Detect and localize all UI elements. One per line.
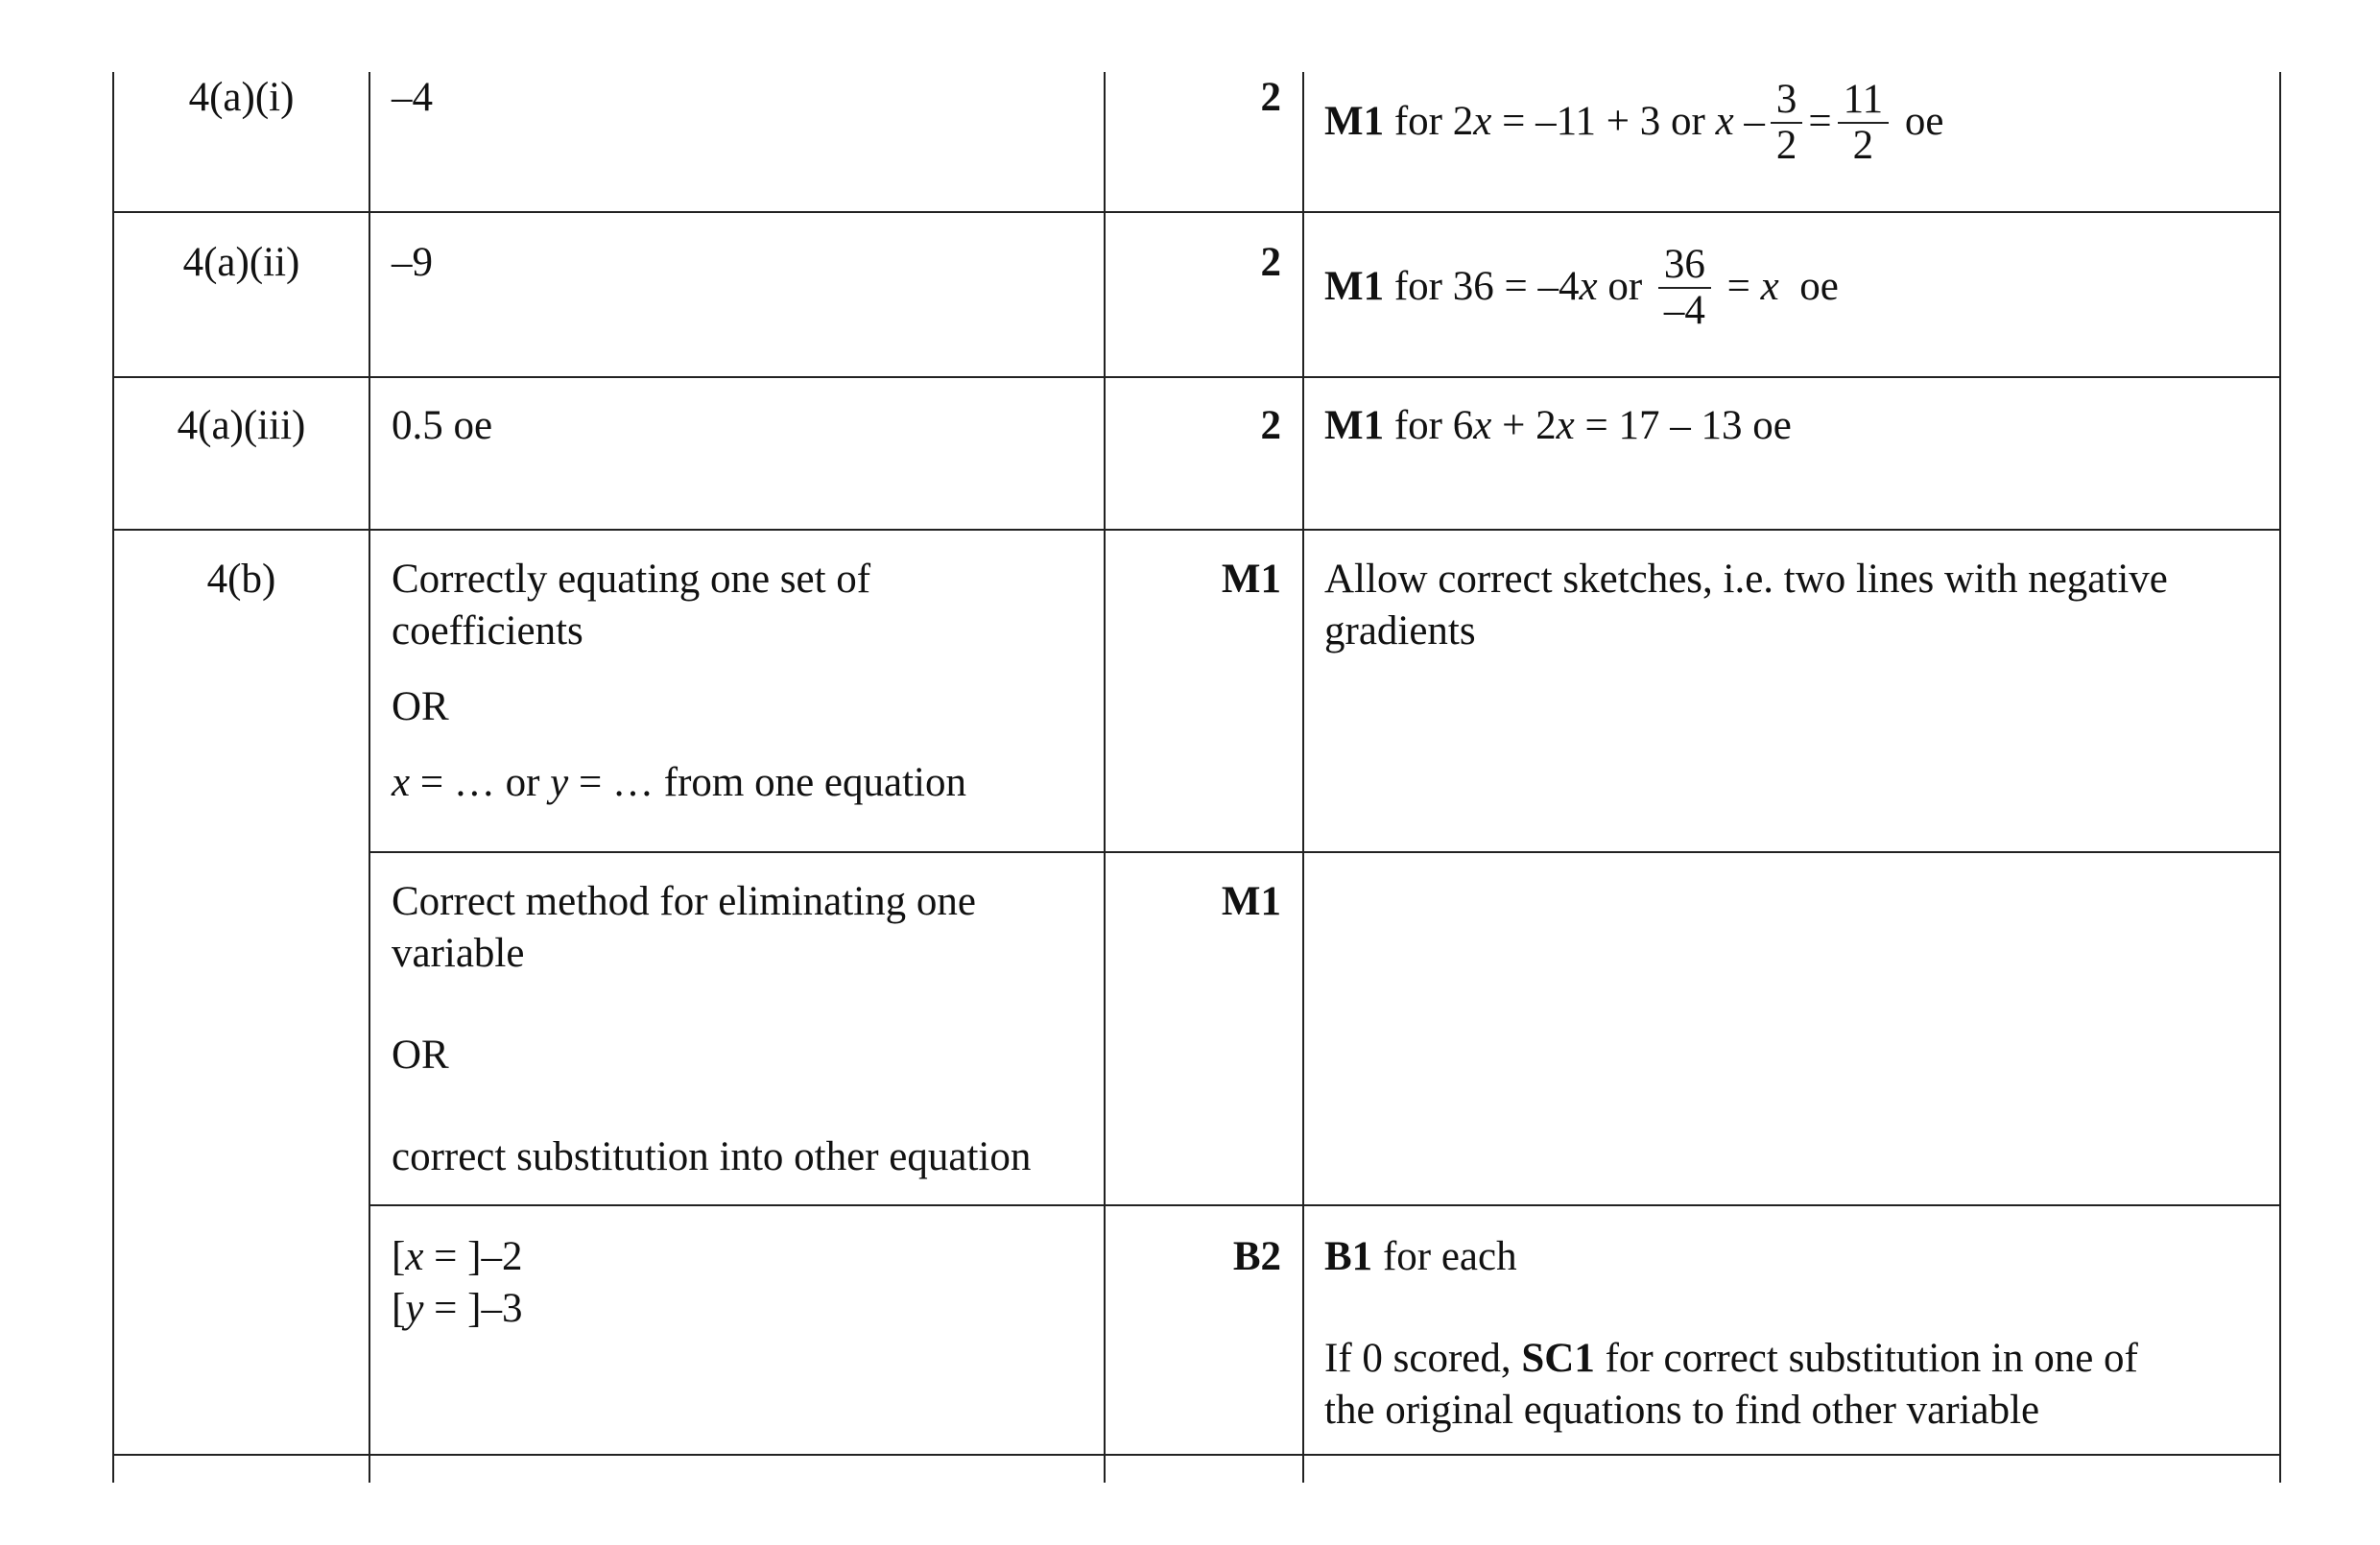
answer-cell: –9 <box>392 240 433 285</box>
marks-cell: 2 <box>1260 240 1281 285</box>
fraction: $\frac{3}{2}$ <box>1771 78 1803 168</box>
sub-row-divider <box>369 1204 2281 1206</box>
row-divider <box>112 211 2281 213</box>
method-mark-label: M1 <box>1324 263 1385 309</box>
fraction: $\frac{11}{2}$ <box>1838 78 1889 168</box>
answer-cell: 0.5 oe <box>392 403 493 448</box>
row-divider <box>112 376 2281 378</box>
method-mark-label: M1 <box>1324 403 1385 448</box>
row-divider <box>112 1454 2281 1456</box>
answer-cell: –4 <box>392 75 433 120</box>
question-number: 4(a)(ii) <box>182 240 300 285</box>
marks-cell: M1 <box>1221 557 1281 602</box>
method-mark-label: M1 <box>1324 98 1385 144</box>
guidance-cell: Allow correct sketches, i.e. two lines with negative gradients <box>1324 557 2168 654</box>
answer-cell: Correct method for eliminating one variable OR correct substitution into other equation <box>392 879 1032 1179</box>
answer-cell: Correctly equating one set of coefficients OR x = … or y = … from one equation <box>392 557 967 805</box>
table-divider-question <box>369 72 370 1483</box>
answer-cell: [x = ]–2 [y = ]–3 <box>392 1234 523 1331</box>
marks-cell: M1 <box>1221 879 1281 924</box>
fraction: $\frac{36}{-4}$ <box>1658 243 1711 333</box>
row-divider <box>112 529 2281 531</box>
marks-cell: B2 <box>1232 1234 1281 1279</box>
question-number: 4(a)(i) <box>188 75 295 120</box>
table-divider-marks <box>1302 72 1304 1483</box>
table-border-right <box>2279 72 2281 1483</box>
question-number: 4(a)(iii) <box>177 403 306 448</box>
guidance-cell: M1 for 2x = –11 + 3 or x – $\frac{3}{2}$ = $\frac{11}{2}$ oe <box>1324 77 1944 168</box>
guidance-cell: M1 for 6x + 2x = 17 – 13 oe <box>1324 403 1792 448</box>
marks-cell: 2 <box>1260 75 1281 120</box>
sub-row-divider <box>369 851 2281 853</box>
guidance-cell: B1 for each If 0 scored, SC1 for correct substitution in one of the original equations to find other variable <box>1324 1234 2138 1433</box>
marks-cell: 2 <box>1260 403 1281 448</box>
guidance-cell: M1 for 36 = –4x or $\frac{36}{-4}$ = x oe <box>1324 242 1839 333</box>
question-number: 4(b) <box>206 557 276 602</box>
